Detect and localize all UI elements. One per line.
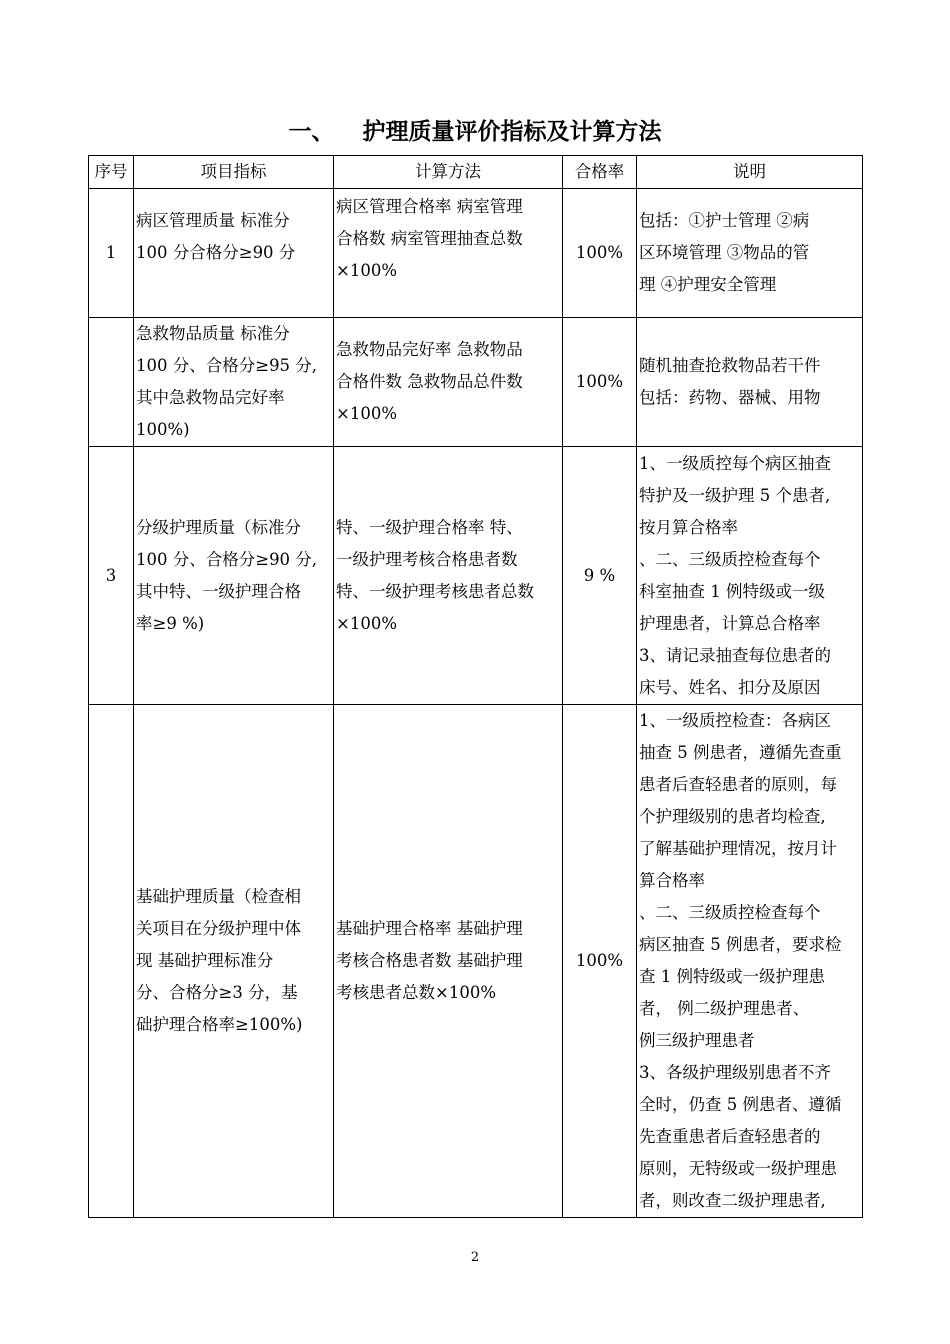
note-cell: 包括：①护士管理 ②病 区环境管理 ③物品的管 理 ④护理安全管理 bbox=[637, 189, 863, 318]
seq-cell: 3 bbox=[89, 447, 134, 705]
item-cell: 病区管理质量 标准分 100 分合格分≥90 分 bbox=[134, 189, 334, 318]
table-row bbox=[89, 189, 863, 318]
method-cell: 急救物品完好率 急救物品 合格件数 急救物品总件数 ×100% bbox=[334, 318, 563, 447]
method-cell: 基础护理合格率 基础护理 考核合格患者数 基础护理 考核患者总数×100% bbox=[334, 705, 563, 1218]
table-header-row bbox=[89, 156, 863, 189]
table-row bbox=[89, 705, 863, 1218]
note-cell: 随机抽查抢救物品若干件 包括：药物、器械、用物 bbox=[637, 318, 863, 447]
header-note: 说明 bbox=[637, 156, 863, 189]
item-cell: 急救物品质量 标准分 100 分、合格分≥95 分, 其中急救物品完好率 100%) bbox=[134, 318, 334, 447]
header-rate: 合格率 bbox=[563, 156, 637, 189]
rate-cell: 100% bbox=[563, 189, 637, 318]
rate-cell: 9 % bbox=[563, 447, 637, 705]
document-title bbox=[0, 112, 950, 152]
method-cell: 病区管理合格率 病室管理 合格数 病室管理抽查总数 ×100% bbox=[334, 189, 563, 318]
title-number: 一、 bbox=[288, 119, 335, 145]
rate-cell: 100% bbox=[563, 705, 637, 1218]
seq-cell bbox=[89, 318, 134, 447]
note-cell: 1、一级质控检查：各病区 抽查 5 例患者，遵循先查重 患者后查轻患者的原则，每 个护理级别的患者均检查, 了解基础护理情况，按月计 算合格率 、二、三级质控检查每个 病区抽查 5 例患者，要求检 查 1 例特级或一级护理患 者， 例二级护理患者、 例三级护理患者 3、各级护理级别患者不齐 全时，仍查 5 例患者、遵循 先查重患者后查轻患者的 原则，无特级或一级护理患 者，则改查二级护理患者, bbox=[637, 705, 863, 1218]
header-seq: 序号 bbox=[89, 156, 134, 189]
title-text: 护理质量评价指标及计算方法 bbox=[362, 119, 662, 145]
rate-cell: 100% bbox=[563, 318, 637, 447]
method-cell: 特、一级护理合格率 特、 一级护理考核合格患者数 特、一级护理考核患者总数 ×100% bbox=[334, 447, 563, 705]
header-item: 项目指标 bbox=[134, 156, 334, 189]
page-number: 2 bbox=[470, 1250, 480, 1265]
nursing-quality-table bbox=[88, 155, 863, 1218]
table-row bbox=[89, 318, 863, 447]
header-method: 计算方法 bbox=[334, 156, 563, 189]
item-cell: 基础护理质量（检查相 关项目在分级护理中体 现 基础护理标准分 分、合格分≥3 分，基 础护理合格率≥100%) bbox=[134, 705, 334, 1218]
seq-cell: 1 bbox=[89, 189, 134, 318]
seq-cell bbox=[89, 705, 134, 1218]
note-cell: 1、一级质控每个病区抽查 特护及一级护理 5 个患者, 按月算合格率 、二、三级质控检查每个 科室抽查 1 例特级或一级 护理患者，计算总合格率 3、请记录抽查每位患者的 床号、姓名、扣分及原因 bbox=[637, 447, 863, 705]
table-row bbox=[89, 447, 863, 705]
item-cell: 分级护理质量（标准分 100 分、合格分≥90 分, 其中特、一级护理合格 率≥9 %) bbox=[134, 447, 334, 705]
